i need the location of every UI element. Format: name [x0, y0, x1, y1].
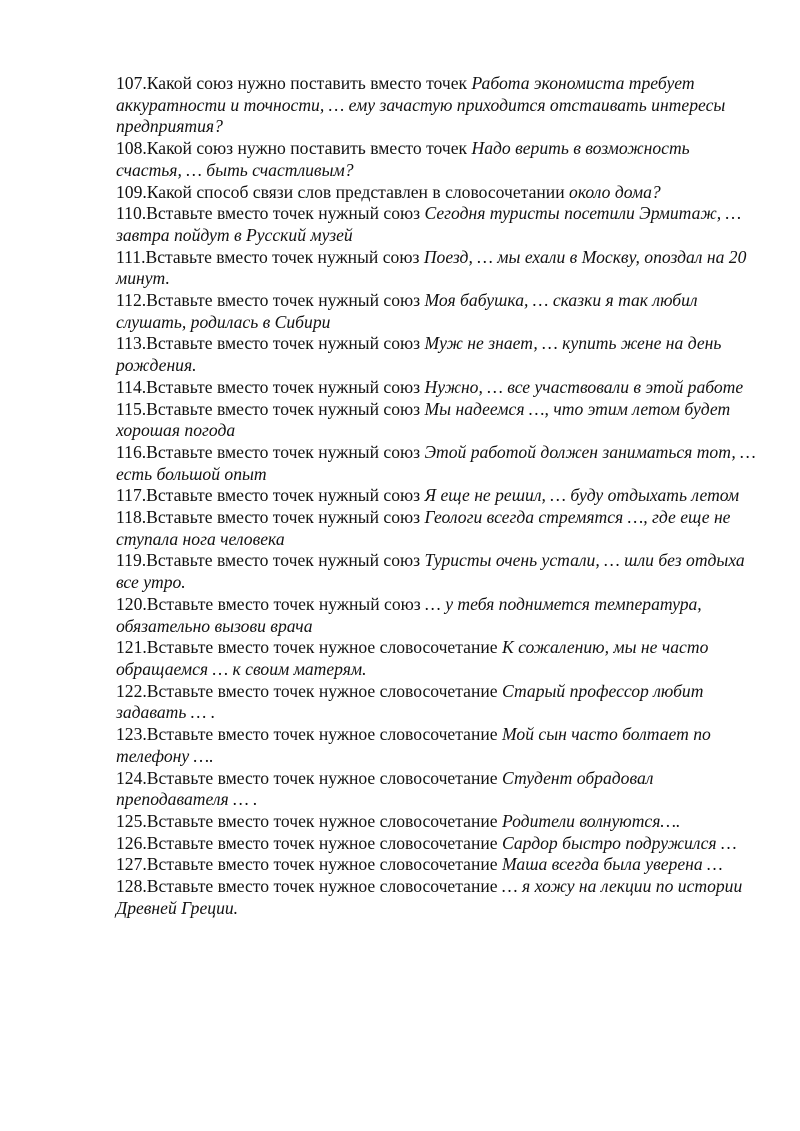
question-example: Туристы очень устали, … шли без отдыха все утро. [116, 550, 745, 593]
question-number: 128. [116, 876, 147, 897]
question-example: Сардор быстро подружился … [502, 832, 737, 853]
question-prompt: Вставьте вместо точек нужный союз [146, 485, 425, 506]
question-prompt: Вставьте вместо точек нужное словосочетание [146, 680, 502, 701]
question-prompt: Вставьте вместо точек нужный союз [146, 550, 425, 571]
question-example: … я хожу на лекции по истории Древней Греции. [116, 876, 743, 918]
question-prompt: Вставьте вместо точек нужное словосочетание [146, 876, 502, 897]
question-example: Поезд, … мы ехали в Москву, опоздал на 20 минут. [116, 246, 747, 289]
question-example: Этой работой должен заниматься тот, … есть большой опыт [116, 441, 756, 484]
question-number: 126. [116, 832, 147, 853]
document-page [116, 73, 756, 919]
question-119 [116, 550, 756, 593]
question-example: Надо верить в возможность счастья, … быть счастливым? [116, 138, 690, 180]
question-example: Я еще не решил, … буду отдыхать летом [424, 485, 740, 506]
question-prompt: Какой союз нужно поставить вместо точек [146, 73, 472, 93]
question-example: Родители волнуются…. [502, 810, 681, 831]
question-number: 122. [116, 680, 147, 701]
question-number: 108. [116, 138, 147, 159]
question-117 [116, 485, 756, 507]
question-number: 123. [116, 724, 147, 745]
question-115 [116, 399, 756, 442]
question-124 [116, 768, 756, 811]
question-109 [116, 182, 756, 204]
question-prompt: Вставьте вместо точек нужное словосочетание [146, 724, 502, 745]
question-126 [116, 833, 756, 855]
question-number: 109. [116, 181, 147, 202]
question-number: 116. [116, 441, 147, 462]
question-107 [116, 73, 756, 138]
question-example: … у тебя поднимется температура, обязательно вызови врача [116, 593, 702, 636]
question-number: 107. [116, 73, 147, 93]
question-prompt: Вставьте вместо точек нужное словосочетание [146, 767, 502, 788]
question-example: Сегодня туристы посетили Эрмитаж, … завтра пойдут в Русский музей [116, 203, 742, 245]
question-125 [116, 811, 756, 833]
question-example: К сожалению, мы не часто обращаемся … к своим матерям. [116, 637, 709, 679]
question-number: 111. [116, 246, 146, 267]
question-example: Маша всегда была уверена … [502, 854, 723, 875]
question-example: Геологи всегда стремятся …, где еще не ступала нога человека [116, 507, 731, 549]
question-prompt: Вставьте вместо точек нужный союз [146, 203, 425, 224]
question-prompt: Вставьте вместо точек нужный союз [146, 398, 425, 419]
question-example: Старый профессор любит задавать … . [116, 680, 704, 723]
question-prompt: Какой союз нужно поставить вместо точек [146, 138, 472, 159]
question-112 [116, 290, 756, 333]
question-example: Муж не знает, … купить жене на день рождения. [116, 333, 722, 376]
question-number: 110. [116, 203, 147, 224]
question-116 [116, 442, 756, 485]
question-108 [116, 138, 756, 181]
question-127 [116, 854, 756, 876]
question-number: 117. [116, 485, 147, 506]
question-prompt: Вставьте вместо точек нужное словосочетание [146, 832, 502, 853]
question-113 [116, 333, 756, 376]
question-number: 114. [116, 376, 147, 397]
question-number: 112. [116, 290, 147, 311]
question-number: 120. [116, 593, 147, 614]
question-example: Моя бабушка, … сказки я так любил слушать, родилась в Сибири [116, 290, 698, 332]
question-prompt: Вставьте вместо точек нужный союз [145, 246, 424, 267]
question-prompt: Вставьте вместо точек нужный союз [146, 376, 425, 397]
question-example: Нужно, … все участвовали в этой работе [424, 376, 744, 397]
question-number: 125. [116, 810, 147, 831]
question-120 [116, 594, 756, 637]
question-121 [116, 637, 756, 680]
question-number: 113. [116, 333, 147, 354]
question-111 [116, 247, 756, 290]
question-example: Студент обрадовал преподавателя … . [116, 767, 654, 810]
question-114 [116, 377, 756, 399]
question-number: 115. [116, 398, 147, 419]
question-example: Работа экономиста требует аккуратности и точности, … ему зачастую приходится отстаивать интересы предприятия? [116, 73, 726, 137]
question-prompt: Вставьте вместо точек нужное словосочетание [146, 810, 502, 831]
question-example: Мой сын часто болтает по телефону …. [116, 724, 711, 766]
question-prompt: Вставьте вместо точек нужное словосочетание [146, 854, 502, 875]
question-number: 119. [116, 550, 147, 571]
question-number: 127. [116, 854, 147, 875]
question-123 [116, 724, 756, 767]
question-prompt: Вставьте вместо точек нужный союз [146, 290, 425, 311]
question-prompt: Вставьте вместо точек нужный союз [146, 441, 425, 462]
question-110 [116, 203, 756, 246]
question-prompt: Вставьте вместо точек нужное словосочетание [146, 637, 502, 658]
question-118 [116, 507, 756, 550]
question-number: 118. [116, 507, 147, 528]
question-example: около дома? [569, 181, 661, 202]
question-128 [116, 876, 756, 919]
question-example: Мы надеемся …, что этим летом будет хорошая погода [116, 398, 731, 441]
question-prompt: Вставьте вместо точек нужный союз [146, 507, 425, 528]
question-number: 121. [116, 637, 147, 658]
question-number: 124. [116, 767, 147, 788]
question-prompt: Вставьте вместо точек нужный союз [146, 593, 426, 614]
question-122 [116, 681, 756, 724]
question-prompt: Вставьте вместо точек нужный союз [146, 333, 425, 354]
question-prompt: Какой способ связи слов представлен в словосочетании [146, 181, 570, 202]
